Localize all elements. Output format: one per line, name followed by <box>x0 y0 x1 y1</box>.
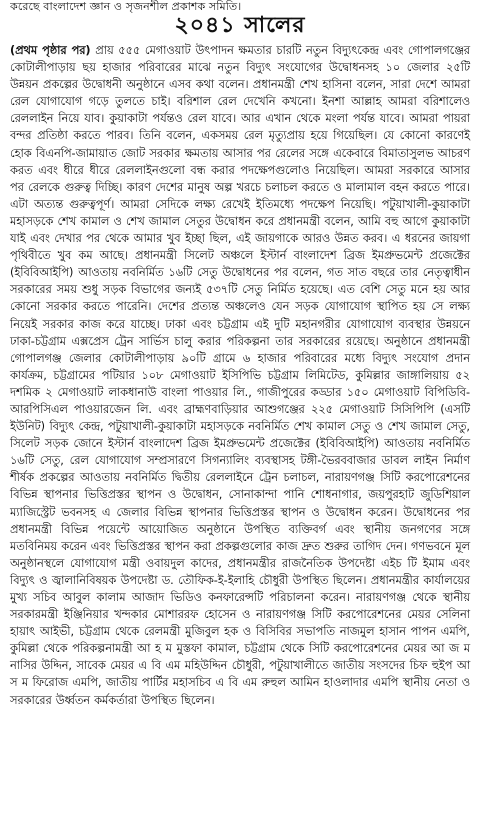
article-paragraph <box>10 42 470 709</box>
article-text: প্রায় ৫৫৫ মেগাওয়াট উৎপাদন ক্ষমতার চারটি নতুন বিদ্যুৎকেন্দ্র এবং গোপালগঞ্জের কোটালীপাড়ায় ছয় হাজার পরিবারের মাঝে নতুন বিদ্যুৎ সংযোগের উদ্বোধনসহ ১০ জেলার ২৫টি উন্নয়ন প্রকল্পের উদ্বোধনী অনুষ্ঠানে এসব কথা বলেন। প্রধানমন্ত্রী শেখ হাসিনা বলেন, সারা দেশে আমরা রেল যোগাযোগ গড়ে তুলতে চাই। বরিশাল রেল দেখেনি কখনো। ইনশা আল্লাহ আমরা বরিশালেও রেললাইন নিয়ে যাব। কুয়াকাটা পর্যন্তও রেল যাবে। আর এখান থেকে মংলা পর্যন্ত যাবে। আমরা পায়রা বন্দর প্রতিষ্ঠা করতে পারব। তিনি বলেন, একসময় রেল মৃত্যুপ্রায় হয়ে গিয়েছিল। যে কোনো কারণেই হোক বিএনপি-জামায়াত জোট সরকার ক্ষমতায় আসার পর রেলের সঙ্গে একেবারে বিমাতাসুলভ আচরণ করত এবং ধীরে ধীরে রেললাইনগুলো বন্ধ করার পদক্ষেপগুলোও নিয়েছিল। আমরা সরকারে আসার পর রেলকে গুরুত্ব দিচ্ছি। কারণ দেশের মানুষ অল্প খরচে চলাচল করতে ও মালামাল বহন করতে পারে। এটা অত্যন্ত গুরুত্বপূর্ণ। আমরা সেদিকে লক্ষ্য রেখেই ইতিমধ্যে পদক্ষেপ নিয়েছি। পটুয়াখালী-কুয়াকাটা মহাসড়কে শেখ কামাল ও শেখ জামাল সেতুর উদ্বোধন করে প্রধানমন্ত্রী বলেন, আমি বহু আগে কুয়াকাটা যাই এবং দেখার পর থেকে আমার খুব ইচ্ছা ছিল, এই জায়গাকে আরও উন্নত করব। এ ধরনের জায়গা পৃথিবীতে খুব কম আছে। প্রধানমন্ত্রী সিলেট অঞ্চলে ইস্টার্ন বাংলাদেশ ব্রিজ ইমপ্রুভমেন্ট প্রজেক্টের (ইবিবিআইপি) আওতায় নবনির্মিত ১৬টি সেতু উদ্বোধনের পর বলেন, গত সাত বছরে তার নেতৃত্বাধীন সরকারের সময় শুধু সড়ক বিভাগের জন্যই ৫৩৭টি সেতু নির্মিত হয়েছে। এত বেশি সেতু মনে হয় আর কোনো সরকার করতে পারেনি। দেশের প্রত্যন্ত অঞ্চলেও যেন সড়ক যোগাযোগ স্থাপিত হয় সে লক্ষ্য নিয়েই সরকার কাজ করে যাচ্ছে। ঢাকা এবং চট্টগ্রাম এই দুটি মহানগরীর যোগাযোগ ব্যবস্থার উন্নয়নে ঢাকা-চট্টগ্রাম এক্সপ্রেস ট্রেন সার্ভিস চালু করার পরিকল্পনা তার সরকারের রয়েছে। অনুষ্ঠানে প্রধানমন্ত্রী গোপালগঞ্জ জেলার কোটালীপাড়ায় ৯০টি গ্রামে ৬ হাজার পরিবারের মধ্যে বিদ্যুৎ সংযোগ প্রদান কার্যক্রম, চট্টগ্রামের পটিয়ার ১০৮ মেগাওয়াট ইসিপিভি চট্টগ্রাম লিমিটেড, কুমিল্লার জাঙ্গালিয়ায় ৫২ দশমিক ২ মেগাওয়াট লাকধানাউ বাংলা পাওয়ার লি., গাজীপুরের কড্ডার ১৫০ মেগাওয়াট বিপিডিবি-আরপিসিএল পাওয়ারজেন লি. এবং ব্রাহ্মণবাড়িয়ার আশুগঞ্জের ২২৫ মেগাওয়াট সিসিপিপি (এসটি ইউনিট) বিদ্যুৎ কেন্দ্র, পটুয়াখালী-কুয়াকাটা মহাসড়কে নবনির্মিত শেখ কামাল সেতু ও শেখ জামাল সেতু, সিলেট সড়ক জোনে ইস্টার্ন বাংলাদেশ ব্রিজ ইমপ্রুভমেন্ট প্রজেক্টের (ইবিবিআইপি) আওতায় নবনির্মিত ১৬টি সেতু, রেল যোগাযোগ সম্প্রসারণে সিগন্যালিং ব্যবস্থাসহ টঙ্গী-ভৈরববাজার ডাবল লাইন নির্মাণ শীর্ষক প্রকল্পের আওতায় নবনির্মিত দ্বিতীয় রেললাইনে ট্রেন চলাচল, নারায়ণগঞ্জ সিটি করপোরেশনের বিভিন্ন স্থাপনার ভিত্তিপ্রস্তর স্থাপন ও উদ্বোধন, সোনাকান্দা পানি শোধনাগার, জয়পুরহাট জুডিশিয়াল ম্যাজিস্ট্রেট ভবনসহ এ জেলার বিভিন্ন স্থাপনার ভিত্তিপ্রস্তর স্থাপন ও উদ্বোধন করেন। উদ্বোধনের পর প্রধানমন্ত্রী বিভিন্ন পয়েন্টে আয়োজিত অনুষ্ঠানে উপস্থিত ব্যক্তিবর্গ এবং স্থানীয় জনগণের সঙ্গে মতবিনিময় করেন এবং ভিত্তিপ্রস্তর স্থাপন করা প্রকল্পগুলোর কাজ দ্রুত শুরুর তাগিদ দেন। গণভবনে মূল অনুষ্ঠানস্থলে যোগাযোগ মন্ত্রী ওবায়দুল কাদের, প্রধানমন্ত্রীর রাজনৈতিক উপদেষ্টা এইচ টি ইমাম এবং বিদ্যুৎ ও জ্বালানিবিষয়ক উপদেষ্টা ড. তৌফিক-ই-ইলাহি চৌধুরী উপস্থিত ছিলেন। প্রধানমন্ত্রীর কার্যালয়ের মুখ্য সচিব আবুল কালাম আজাদ ভিডিও কনফারেন্সটি পরিচালনা করেন। নারায়ণগঞ্জ থেকে স্থানীয় সরকারমন্ত্রী ইঞ্জিনিয়ার খন্দকার মোশাররফ হোসেন ও নারায়ণগঞ্জ সিটি করপোরেশনের মেয়র সেলিনা হায়াৎ আইভী, চট্টগ্রাম থেকে রেলমন্ত্রী মুজিবুল হক ও বিসিবির সভাপতি নাজমুল হাসান পাপন এমপি, কুমিল্লা থেকে পরিকল্পনামন্ত্রী আ হ ম মুস্তফা কামাল, চট্টগ্রাম থেকে সিটি করপোরেশনের মেয়র আ জ ম নাসির উদ্দিন, সাবেক মেয়র এ বি এম মহিউদ্দিন চৌধুরী, পটুয়াখালীতে জাতীয় সংসদের চিফ হুইপ আ স ম ফিরোজ এমপি, জাতীয় পার্টির মহাসচিব এ বি এম রুহুল আমিন হাওলাদার এমপি স্থানীয় নেতা ও সরকারের উর্ধ্বতন কর্মকর্তারা উপস্থিত ছিলেন। <box>10 44 470 707</box>
previous-article-fragment: করেছে বাংলাদেশ জ্ঞান ও সৃজনশীল প্রকাশক সমিতি। <box>10 0 242 13</box>
article-body <box>10 42 470 709</box>
headline: ২০৪১ সালের <box>174 12 306 38</box>
continuation-label: (প্রথম পৃষ্ঠার পর) <box>10 44 91 57</box>
